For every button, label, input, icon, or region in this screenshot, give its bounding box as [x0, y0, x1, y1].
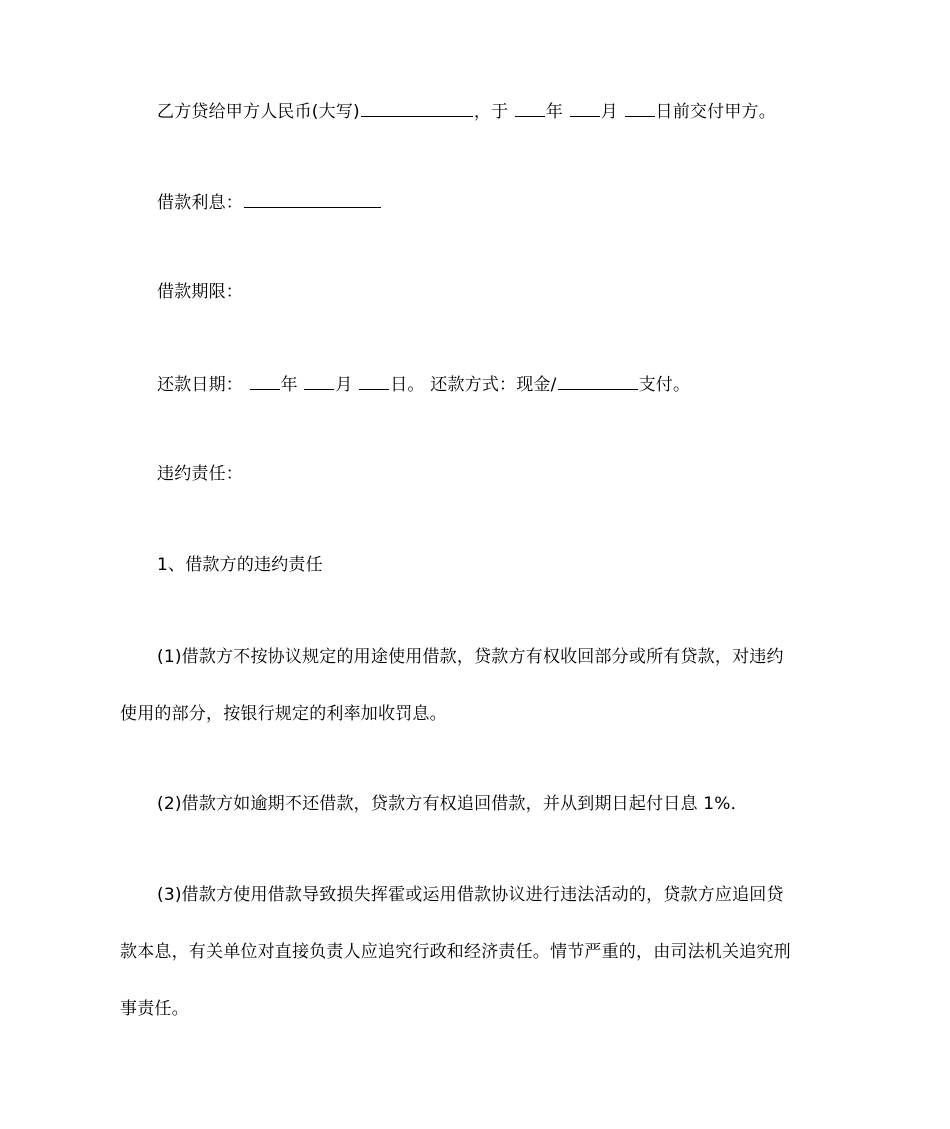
year-label: 年: [545, 102, 564, 122]
month-blank: [570, 99, 600, 117]
clause-1-text-2: 使用的部分，按银行规定的利率加收罚息。: [120, 704, 447, 724]
clause-3-text-2: 款本息，有关单位对直接负责人应追究行政和经济责任。情节严重的，由司法机关追究刑: [120, 942, 791, 962]
month-label: 月: [600, 102, 618, 122]
year-blank: [515, 99, 545, 117]
clause-1-line-2: [120, 703, 840, 725]
clause-2-text-1: (2)借款方如逾期不还借款，贷款方有权追回借款，并从到期日起付日息 1%．: [157, 794, 748, 814]
repay-day-blank: [359, 372, 389, 390]
term-label: 借款期限：: [157, 282, 243, 302]
interest-line: [120, 190, 877, 214]
repayment-line: [120, 372, 877, 396]
section-heading: [120, 554, 877, 576]
interest-label: 借款利息：: [157, 193, 243, 213]
day-blank: [625, 99, 655, 117]
loan-amount-line: [120, 99, 877, 123]
breach-heading: [120, 463, 877, 485]
loan-amount-comma: ，于: [473, 102, 509, 122]
repayment-date-label: 还款日期：: [157, 375, 243, 395]
amount-blank: [361, 99, 473, 117]
clause-2-line-1: [120, 793, 877, 815]
repay-year-blank: [250, 372, 280, 390]
breach-heading-text: 违约责任：: [157, 464, 243, 484]
delivery-text: 日前交付甲方。: [655, 102, 776, 122]
clause-1-text-1: (1)借款方不按协议规定的用途使用借款，贷款方有权收回部分或所有贷款，对违约: [157, 647, 784, 667]
clause-3-line-1: [120, 884, 877, 906]
repay-month-label: 月: [335, 375, 353, 395]
term-line: [120, 281, 877, 303]
repay-day-label: 日。: [390, 375, 425, 395]
payment-end-text: 支付。: [638, 375, 691, 395]
repayment-method-label: 还款方式：现金/: [430, 375, 557, 395]
clause-3-line-3: [120, 998, 840, 1020]
clause-3-text-3: 事责任。: [120, 999, 189, 1019]
clause-3-line-2: [120, 941, 840, 963]
loan-amount-text: 乙方贷给甲方人民币(大写): [157, 102, 360, 122]
repay-month-blank: [304, 372, 334, 390]
clause-3-text-1: (3)借款方使用借款导致损失挥霍或运用借款协议进行违法活动的，贷款方应追回贷: [157, 885, 784, 905]
repay-year-label: 年: [280, 375, 298, 395]
payment-method-blank: [558, 372, 638, 390]
clause-1-line-1: [120, 646, 877, 668]
interest-blank: [244, 190, 381, 208]
section-heading-text: 1、借款方的违约责任: [157, 555, 323, 575]
